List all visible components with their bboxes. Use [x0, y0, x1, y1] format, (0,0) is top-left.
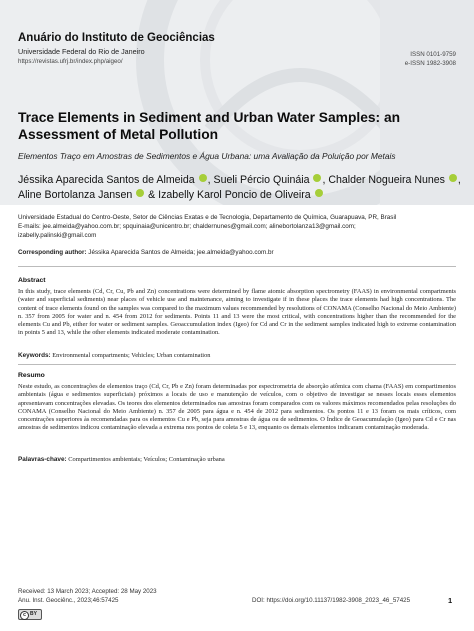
palavras-chave-label: Palavras-chave: — [18, 456, 67, 463]
affiliation: Universidade Estadual do Centro-Oeste, Setor de Ciências Exatas e de Tecnologia, Departamento de Química, Guarapuava, PR, Brasil — [18, 214, 397, 221]
abstract-text: In this study, trace elements (Cd, Cr, Cu, Pb and Zn) concentrations were determined by flame atomic absorption spectrometry (FAAS) in environmental compartments (water and superficial sediments) near places of vehicle use and maintenance, aiming to investigate if in these places the trace elements had high concentrations. The content of trace elements found on the samples was compared to the maximum values recommended by resolutions of CONAMA (Conselho Nacional do Meio Ambiente) n. 357 from 2005 for water and n. 454 from 2012 for sediments. Points 11 and 13 were the most critical, with concentrations higher than the recommended for the elements Cu and Pb, either for water or sediment samples. Geoaccumulation index (Igeo) for Cd and Cr in the sediment samples indicated high to extreme contamination in points 5 and 13, while the other elements indicated moderate contamination. — [18, 288, 456, 337]
eissn: e-ISSN 1982-3908 — [404, 60, 456, 67]
author-name: Jéssika Aparecida Santos de Almeida — [18, 174, 195, 186]
corresponding-value: Jéssika Aparecida Santos de Almeida; jee.almeida@yahoo.com.br — [86, 249, 274, 256]
divider — [18, 266, 456, 267]
resumo-heading: Resumo — [18, 372, 45, 379]
author-line-2 — [18, 188, 468, 203]
author-name: Aline Bortolanza Jansen — [18, 189, 133, 201]
article-subtitle: Elementos Traço em Amostras de Sedimentos e Água Urbana: uma Avaliação da Poluição por Metais — [18, 151, 396, 161]
license-badge-text: BY — [30, 611, 37, 617]
journal-citation: Anu. Inst. Geociênc., 2023;46:57425 — [18, 597, 119, 604]
author-name: & Izabelly Karol Poncio de Oliveira — [145, 189, 311, 201]
orcid-icon[interactable] — [315, 189, 323, 197]
affiliation-block — [18, 213, 458, 241]
author-separator: , — [457, 174, 461, 186]
corresponding-label: Corresponding author: — [18, 249, 87, 256]
university-name: Universidade Federal do Rio de Janeiro — [18, 47, 145, 56]
author-line-1 — [18, 173, 468, 188]
journal-title: Anuário do Instituto de Geociências — [18, 32, 215, 44]
palavras-chave — [18, 456, 456, 463]
corresponding-author — [18, 249, 274, 256]
orcid-icon[interactable] — [449, 174, 457, 182]
keywords-label: Keywords: — [18, 352, 51, 359]
cc-symbol-icon: c — [20, 611, 29, 620]
orcid-icon[interactable] — [313, 174, 321, 182]
issn-block — [405, 50, 456, 68]
cc-by-icon[interactable] — [18, 609, 42, 620]
author-list — [18, 173, 468, 203]
keywords-value: Environmental compartments; Vehicles; Urban contamination — [50, 352, 211, 359]
abstract-heading: Abstract — [18, 277, 46, 284]
author-name: , Chalder Nogueira Nunes — [322, 174, 445, 186]
page-number: 1 — [448, 596, 453, 605]
doi-link[interactable]: DOI: https://doi.org/10.11137/1982-3908_2023_46_57425 — [252, 597, 411, 604]
resumo-text: Neste estudo, as concentrações de elementos traço (Cd, Cr, Pb e Zn) foram determinadas por espectrometria de absorção atômica com chama (FAAS) em compartimentos ambientais (água e sedimentos superficiais) próximos a locais de uso e manutenção de veículos, com o objetivo de investigar se nesses locais esses elementos apresentavam concentrações elevadas. Os teores dos elementos determinados nas amostras foram comparados com os valores máximos recomendados pelas resoluções do CONAMA (Conselho Nacional do Meio Ambiente) n. 357 de 2005 para água e n. 454 de 2012 para sedimentos. Os pontos 11 e 13 foram os mais críticos, com concentrações superiores às recomendadas para os elementos Cu e Pb, seja para amostras de água ou de sedimentos. O Índice de Geoacumulação (Igeo) para Cd e Cr nas amostras de sedimentos indicou contaminação elevada a extrema nos pontos de coleta 5 e 13, enquanto os demais elementos indicaram contaminação moderada. — [18, 383, 456, 432]
orcid-icon[interactable] — [199, 174, 207, 182]
article-title: Trace Elements in Sediment and Urban Water Samples: an Assessment of Metal Pollution — [18, 110, 401, 142]
issn: ISSN 0101-9759 — [410, 51, 456, 58]
author-name: , Sueli Pércio Quináia — [207, 174, 310, 186]
emails-continued: izabelly.palinski@gmail.com — [18, 232, 97, 240]
keywords — [18, 352, 456, 359]
emails: E-mails: jee.almeida@yahoo.com.br; spquinaia@unicentro.br; chaldernunes@gmail.com; alinebortolanza13@gmail.com; — [18, 223, 356, 231]
journal-url-link[interactable]: https://revistas.ufrj.br/index.php/aigeo/ — [18, 58, 123, 65]
received-dates: Received: 13 March 2023; Accepted: 28 May 2023 — [18, 588, 157, 595]
palavras-chave-value: Compartimentos ambientais; Veículos; Contaminação urbana — [66, 456, 225, 463]
orcid-icon[interactable] — [136, 189, 144, 197]
divider — [18, 364, 456, 365]
